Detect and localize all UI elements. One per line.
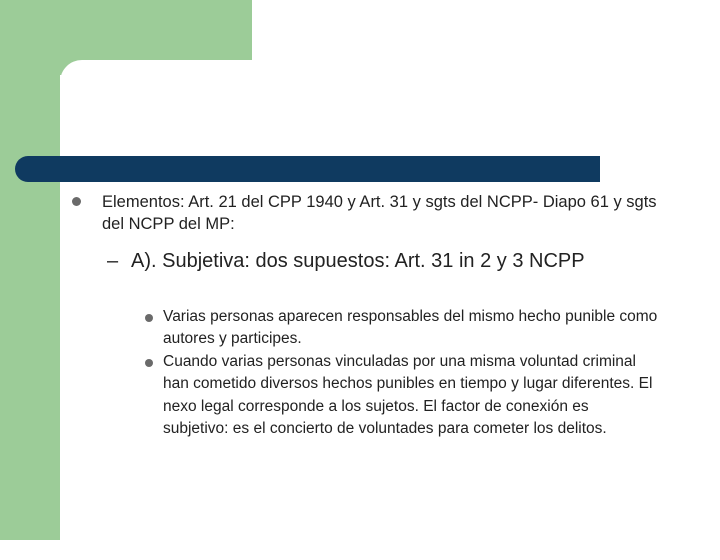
bullet-dot-icon bbox=[145, 359, 153, 367]
bullet-level1-text: Elementos: Art. 21 del CPP 1940 y Art. 31 y sgts del NCPP- Diapo 61 y sgts del NCPP del MP: bbox=[102, 193, 657, 233]
bullet-dot-icon bbox=[145, 314, 153, 322]
bullet-level2-text: A). Subjetiva: dos supuestos: Art. 31 in 2 y 3 NCPP bbox=[131, 250, 585, 272]
dash-marker: – bbox=[107, 250, 119, 272]
bullet-dot-icon bbox=[72, 197, 81, 206]
bullet-level3-text-2: Cuando varias personas vinculadas por una misma voluntad criminal han cometido diversos hechos punibles en tiempo y lugar diferentes. El nexo legal corresponde a los sujetos. El factor de conexión es subjetivo: es el concierto de voluntades para cometer los delitos. bbox=[163, 353, 653, 438]
bullet-level3-text-1: Varias personas aparecen responsables del mismo hecho punible como autores y participes. bbox=[163, 308, 658, 348]
